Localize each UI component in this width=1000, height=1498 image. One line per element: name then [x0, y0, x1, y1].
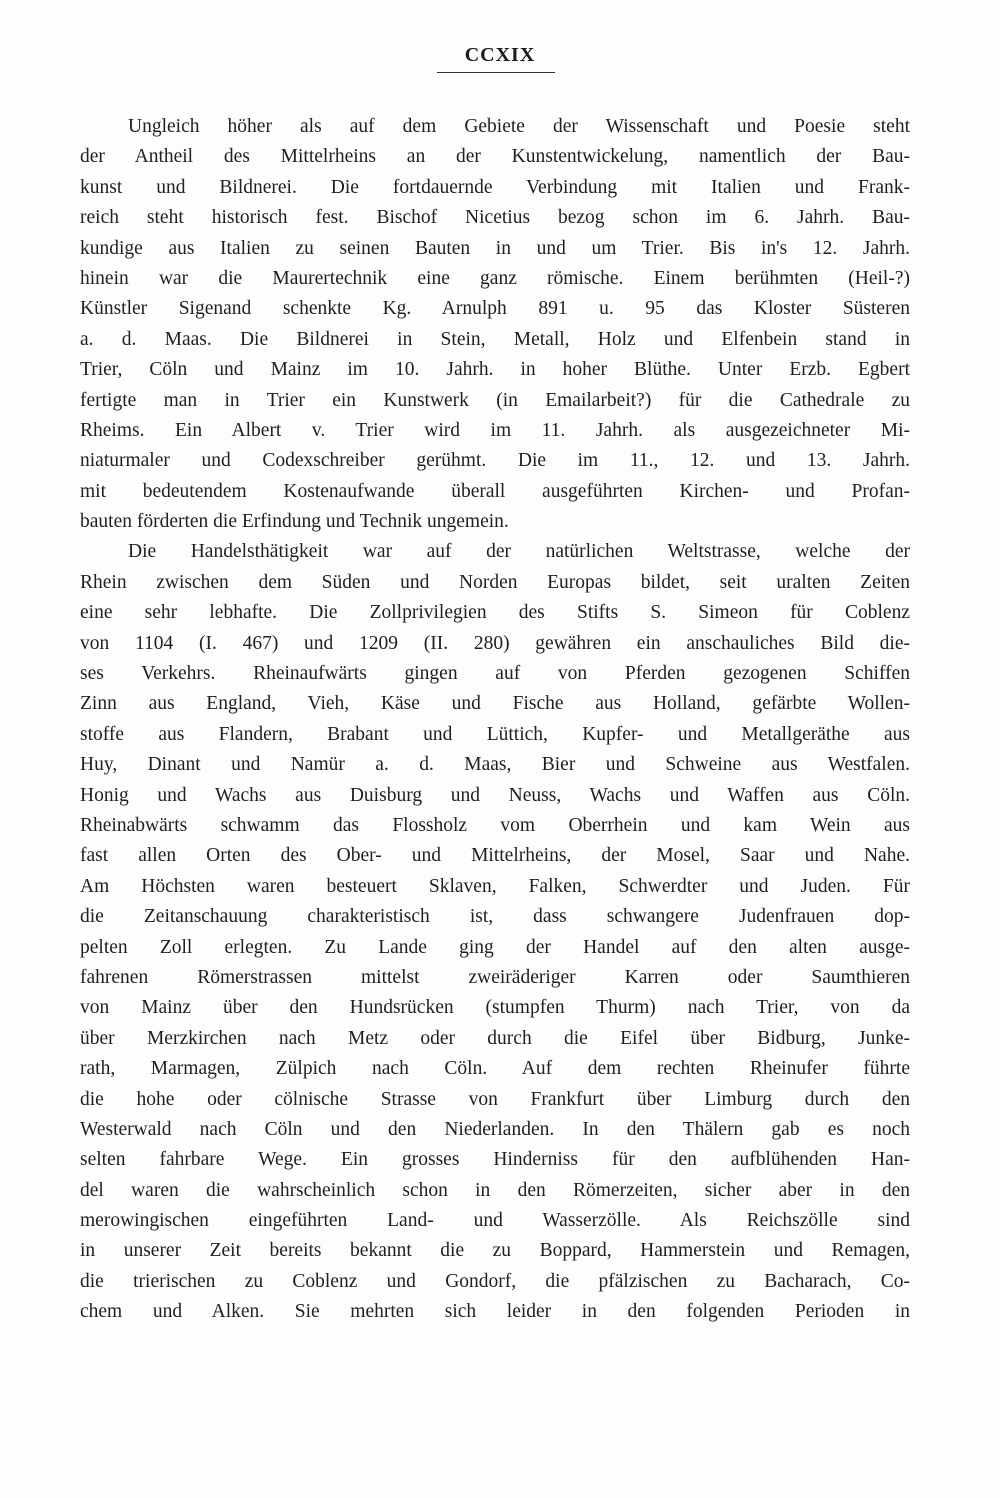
text-line: del waren die wahrscheinlich schon in den Römerzeiten, sicher aber in den	[80, 1179, 910, 1201]
text-line: in unserer Zeit bereits bekannt die zu Boppard, Hammerstein und Remagen,	[80, 1240, 910, 1262]
text-line: rath, Marmagen, Zülpich nach Cöln. Auf dem rechten Rheinufer führte	[80, 1058, 910, 1080]
text-line: ses Verkehrs. Rheinaufwärts gingen auf von Pferden gezogenen Schiffen	[80, 663, 910, 685]
text-line: hinein war die Maurertechnik eine ganz römische. Einem berühmten (Heil-?)	[80, 267, 910, 289]
text-line: kunst und Bildnerei. Die fortdauernde Verbindung mit Italien und Frank-	[80, 176, 910, 198]
text-line: chem und Alken. Sie mehrten sich leider in den folgenden Perioden in	[80, 1301, 910, 1323]
text-line: Zinn aus England, Vieh, Käse und Fische aus Holland, gefärbte Wollen-	[80, 693, 910, 715]
text-line: bauten förderten die Erfindung und Technik ungemein.	[80, 511, 509, 533]
text-line: fahrenen Römerstrassen mittelst zweiräderiger Karren oder Saumthieren	[80, 966, 910, 988]
text-line: Honig und Wachs aus Duisburg und Neuss, Wachs und Waffen aus Cöln.	[80, 784, 910, 806]
text-line: Rheims. Ein Albert v. Trier wird im 11. Jahrh. als ausgezeichneter Mi-	[80, 419, 910, 441]
text-line: über Merzkirchen nach Metz oder durch die Eifel über Bidburg, Junke-	[80, 1027, 910, 1049]
body-text	[80, 112, 910, 1328]
text-line: selten fahrbare Wege. Ein grosses Hinderniss für den aufblühenden Han-	[80, 1149, 910, 1171]
text-line: kundige aus Italien zu seinen Bauten in und um Trier. Bis in's 12. Jahrh.	[80, 237, 910, 259]
text-line: die Zeitanschauung charakteristisch ist, dass schwangere Judenfrauen dop-	[80, 906, 910, 928]
text-line: Rhein zwischen dem Süden und Norden Europas bildet, seit uralten Zeiten	[80, 571, 910, 593]
text-line: Rheinabwärts schwamm das Flossholz vom Oberrhein und kam Wein aus	[80, 814, 910, 836]
text-line: der Antheil des Mittelrheins an der Kunstentwickelung, namentlich der Bau-	[80, 146, 910, 168]
text-line: die trierischen zu Coblenz und Gondorf, die pfälzischen zu Bacharach, Co-	[80, 1270, 910, 1292]
text-line: Trier, Cöln und Mainz im 10. Jahrh. in hoher Blüthe. Unter Erzb. Egbert	[80, 359, 910, 381]
text-line: Künstler Sigenand schenkte Kg. Arnulph 891 u. 95 das Kloster Süsteren	[80, 298, 910, 320]
text-line: reich steht historisch fest. Bischof Nicetius bezog schon im 6. Jahrh. Bau-	[80, 207, 910, 229]
text-line: fertigte man in Trier ein Kunstwerk (in Emailarbeit?) für die Cathedrale zu	[80, 389, 910, 411]
text-line: pelten Zoll erlegten. Zu Lande ging der Handel auf den alten ausge-	[80, 936, 910, 958]
text-line: Westerwald nach Cöln und den Niederlanden. In den Thälern gab es noch	[80, 1118, 910, 1140]
text-line: niaturmaler und Codexschreiber gerühmt. Die im 11., 12. und 13. Jahrh.	[80, 450, 910, 472]
page-number: CCXIX	[464, 44, 536, 66]
text-line: merowingischen eingeführten Land- und Wasserzölle. Als Reichszölle sind	[80, 1210, 910, 1232]
text-line: Am Höchsten waren besteuert Sklaven, Falken, Schwerdter und Juden. Für	[80, 875, 910, 897]
text-line: eine sehr lebhafte. Die Zollprivilegien des Stifts S. Simeon für Coblenz	[80, 602, 910, 624]
text-line: Die Handelsthätigkeit war auf der natürlichen Weltstrasse, welche der	[128, 541, 910, 563]
text-line: Huy, Dinant und Namür a. d. Maas, Bier und Schweine aus Westfalen.	[80, 754, 910, 776]
text-line: fast allen Orten des Ober- und Mittelrheins, der Mosel, Saar und Nahe.	[80, 845, 910, 867]
text-line: von Mainz über den Hundsrücken (stumpfen Thurm) nach Trier, von da	[80, 997, 910, 1019]
text-line: von 1104 (I. 467) und 1209 (II. 280) gewähren ein anschauliches Bild die-	[80, 632, 910, 654]
text-line: stoffe aus Flandern, Brabant und Lüttich, Kupfer- und Metallgeräthe aus	[80, 723, 910, 745]
text-line: a. d. Maas. Die Bildnerei in Stein, Metall, Holz und Elfenbein stand in	[80, 328, 910, 350]
text-line: mit bedeutendem Kostenaufwande überall ausgeführten Kirchen- und Profan-	[80, 480, 910, 502]
text-line: die hohe oder cölnische Strasse von Frankfurt über Limburg durch den	[80, 1088, 910, 1110]
header-rule	[437, 72, 555, 73]
text-line: Ungleich höher als auf dem Gebiete der Wissenschaft und Poesie steht	[128, 116, 910, 137]
